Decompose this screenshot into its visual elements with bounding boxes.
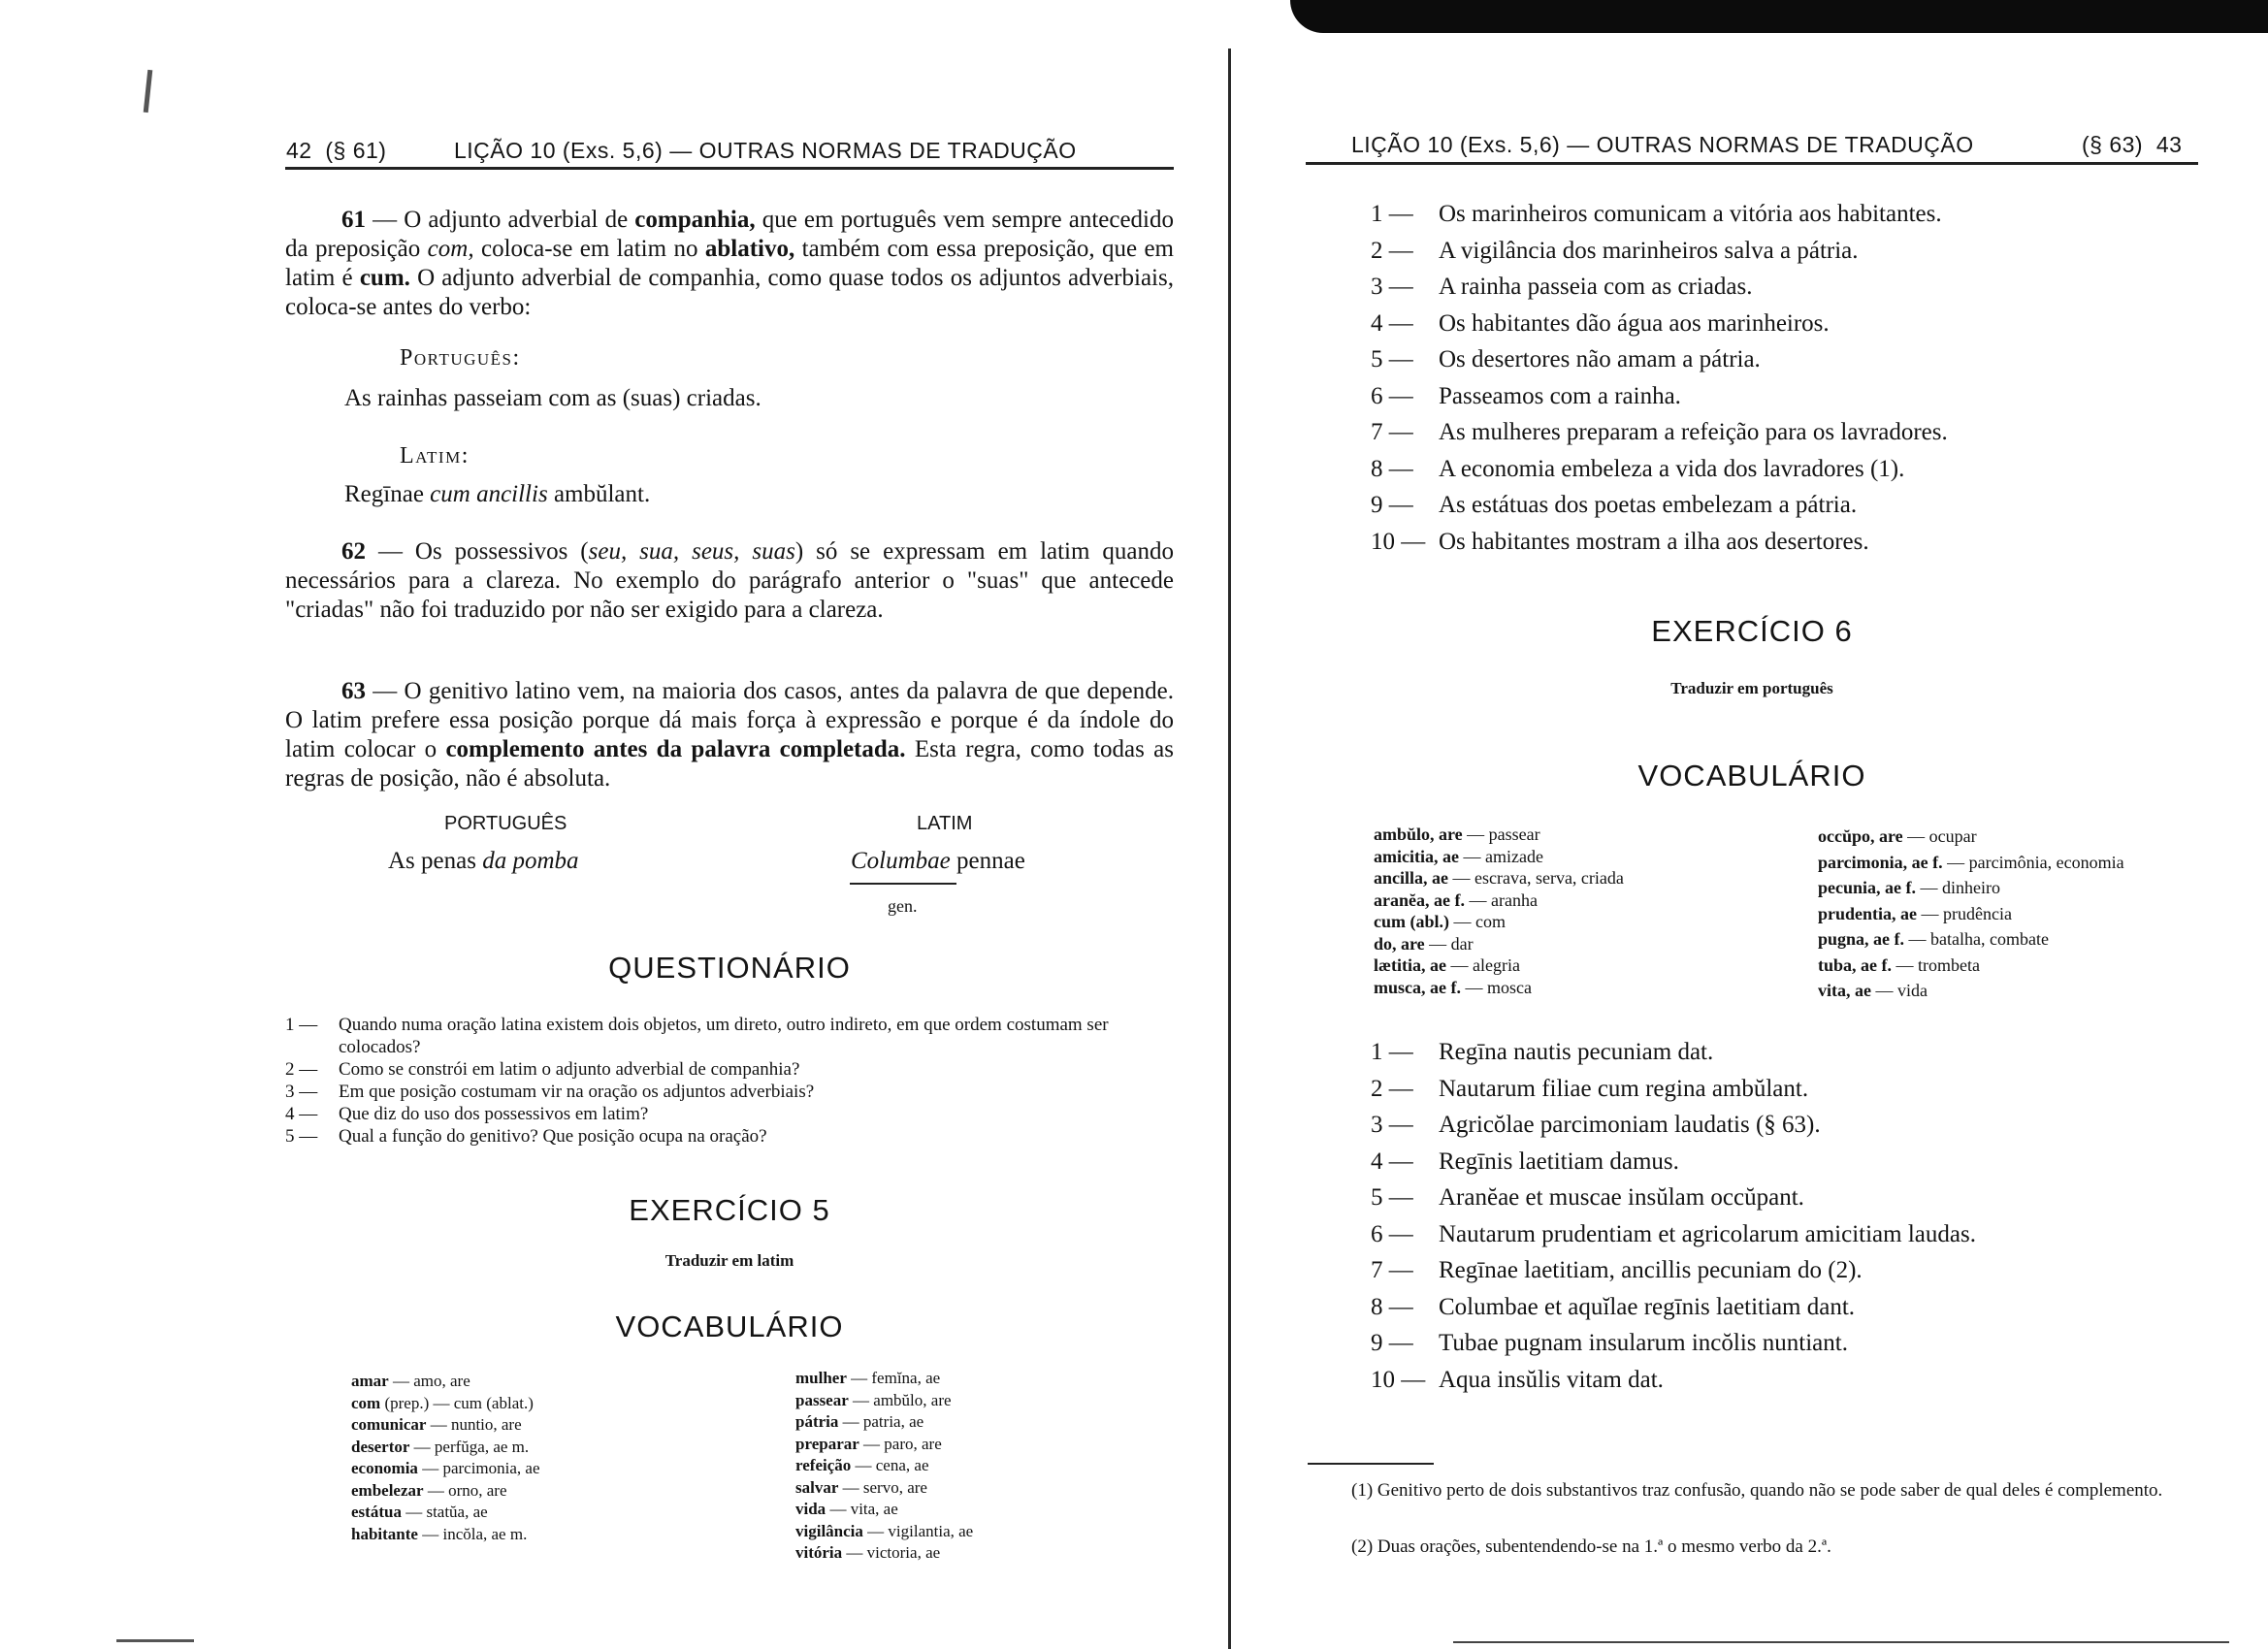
ex6-sentences [1371, 1034, 2224, 1398]
exercicio-6-subtitle: Traduzir em português [1670, 679, 1833, 697]
sentence-item: 5 — Os desertores não amam a pátria. [1371, 346, 1761, 372]
latin-label: Latim: [400, 443, 470, 469]
exercicio-6-vocab-title: VOCABULÁRIO [1637, 759, 1866, 792]
vocab-entry: vita, ae — vida [1818, 981, 1928, 1000]
compare-latin-example: Columbae pennae [851, 848, 1025, 874]
vocab-entry: amicitia, ae — amizade [1374, 846, 1543, 866]
vocab-entry: desertor — perfŭga, ae m. [351, 1437, 530, 1456]
vocab-entry: economia — parcimonia, ae [351, 1459, 540, 1477]
vocab-entry: comunicar — nuntio, are [351, 1415, 522, 1434]
vocab-entry: com (prep.) — cum (ablat.) [351, 1393, 534, 1412]
sentence-item: 6 — Passeamos com a rainha. [1371, 382, 1681, 409]
paragraph-61: 61 — O adjunto adverbial de companhia, que em português vem sempre antecedido da preposição com, coloca-se em latim no ablativo, também com essa preposição, que em latim é cum. O adjunto adverbial de companhia, como quase todos os adjuntos adverbiais, coloca-se antes do verbo: [285, 207, 1174, 320]
bottom-edge-line [1453, 1641, 2229, 1643]
portuguese-label: Português: [400, 345, 521, 371]
ex6-vocab-col2 [1818, 824, 2235, 1004]
sentence-item: 8 — A economia embeleza a vida dos lavradores (1). [1371, 455, 1905, 482]
right-page [1230, 0, 2268, 1649]
sentence-item: 1 — Os marinheiros comunicam a vitória aos habitantes. [1371, 201, 1942, 227]
questionario-title: QUESTIONÁRIO [608, 951, 851, 985]
ex5-vocab-col1 [351, 1371, 778, 1545]
footnote-2: (2) Duas orações, subentendendo-se na 1.ª o mesmo verbo da 2.ª. [1351, 1536, 1831, 1557]
paragraph-62: 62 — Os possessivos (seu, sua, seus, suas) só se expressam em latim quando necessários para a clareza. No exemplo do parágrafo anterior o "suas" que antecede "criadas" não foi traduzido por não ser exigido para a clareza. [285, 538, 1175, 623]
compare-portuguese-example: As penas da pomba [388, 848, 579, 874]
vocab-entry: ambŭlo, are — passear [1374, 824, 1540, 844]
exercicio-5-title: EXERCÍCIO 5 [629, 1193, 830, 1227]
vocab-entry: ancilla, ae — escrava, serva, criada [1374, 868, 1624, 888]
vocab-entry: preparar — paro, are [795, 1434, 942, 1453]
sentence-item: 1 — Regīna nautis pecuniam dat. [1371, 1039, 1714, 1065]
question-item: 4 — Que diz do uso dos possessivos em latim? [285, 1104, 649, 1124]
sentence-item: 4 — Os habitantes dão água aos marinheiros. [1371, 309, 1830, 337]
vocab-entry: parcimonia, ae f. — parcimônia, economia [1818, 852, 2124, 872]
sentence-item: 9 — As estátuas dos poetas embelezam a pátria. [1371, 492, 1858, 518]
vocab-entry: occŭpo, are — ocupar [1818, 826, 1977, 846]
vocab-entry: prudentia, ae — prudência [1818, 903, 2012, 923]
vocab-entry: salvar — servo, are [795, 1477, 927, 1497]
vocab-entry: mulher — femĭna, ae [795, 1369, 941, 1387]
left-header-rule [285, 167, 1174, 170]
vocab-entry: do, are — dar [1374, 933, 1474, 954]
left-running-title: LIÇÃO 10 (Exs. 5,6) — OUTRAS NORMAS DE TRADUÇÃO [454, 138, 1077, 163]
question-item: 5 — Qual a função do genitivo? Que posição ocupa na oração? [285, 1126, 767, 1147]
portuguese-example: As rainhas passeiam com as (suas) criadas. [344, 385, 761, 411]
vocab-entry: habitante — incŏla, ae m. [351, 1524, 528, 1543]
vocab-entry: tuba, ae f. — trombeta [1818, 954, 1980, 975]
footnote-1: (1) Genitivo perto de dois substantivos traz confusão, quando não se pode saber de qual deles é complemento. [1351, 1480, 2163, 1501]
vocab-entry: lætitia, ae — alegria [1374, 955, 1520, 975]
sentence-item: 2 — Nautarum filiae cum regina ambŭlant. [1371, 1075, 1809, 1102]
vocab-entry: musca, ae f. — mosca [1374, 977, 1532, 997]
sentence-item: 5 — Aranĕae et muscae insŭlam occŭpant. [1371, 1184, 1804, 1211]
sentence-item: 4 — Regīnis laetitiam damus. [1371, 1148, 1679, 1175]
vocab-entry: refeição — cena, ae [795, 1456, 929, 1474]
compare-latin-head: LATIM [917, 813, 973, 834]
ex5-sentences [1371, 196, 2205, 560]
question-item: 2 — Como se constrói em latim o adjunto adverbial de companhia? [285, 1059, 800, 1080]
vocab-entry: amar — amo, are [351, 1372, 470, 1390]
vocab-entry: pugna, ae f. — batalha, combate [1818, 929, 2049, 949]
right-running-title: LIÇÃO 10 (Exs. 5,6) — OUTRAS NORMAS DE TRADUÇÃO [1351, 132, 1974, 157]
vocab-entry: embelezar — orno, are [351, 1480, 507, 1500]
footnote-rule [1308, 1463, 1434, 1465]
sentence-item: 7 — Regīnae laetitiam, ancillis pecuniam do (2). [1371, 1257, 1863, 1283]
ex5-vocab-col2 [795, 1368, 1174, 1565]
questionario-list [285, 1014, 1174, 1148]
vocab-entry: vitória — victoria, ae [795, 1543, 941, 1562]
genitive-underline [850, 883, 956, 885]
right-header-rule [1306, 162, 2198, 165]
vocab-entry: passear — ambŭlo, are [795, 1390, 952, 1409]
ex6-vocab-col1 [1374, 824, 1800, 998]
paragraph-63: 63 — O genitivo latino vem, na maioria dos casos, antes da palavra de que depende. O latim prefere essa posição porque dá mais força à expressão e porque é da índole do latim colocar o complemento antes da palavra completada. Esta regra, como todas as regras de posição, não é absoluta. [285, 678, 1174, 792]
sentence-item: 2 — A vigilância dos marinheiros salva a pátria. [1371, 237, 1859, 264]
vocab-entry: cum (abl.) — com [1374, 912, 1506, 931]
exercicio-5-subtitle: Traduzir em latim [664, 1251, 794, 1270]
sentence-item: 9 — Tubae pugnam insularum incŏlis nuntiant. [1371, 1330, 1848, 1356]
exercicio-5-vocab-title: VOCABULÁRIO [615, 1310, 844, 1343]
sentence-item: 7 — As mulheres preparam a refeição para os lavradores. [1371, 419, 1948, 445]
sentence-item: 3 — A rainha passeia com as criadas. [1371, 274, 1753, 300]
vocab-entry: aranĕa, ae f. — aranha [1374, 889, 1538, 910]
sentence-item: 6 — Nautarum prudentiam et agricolarum amicitiam laudas. [1371, 1220, 1976, 1247]
vocab-entry: vida — vita, ae [795, 1500, 898, 1518]
vocab-entry: pátria — patria, ae [795, 1412, 924, 1431]
sentence-item: 8 — Columbae et aquĭlae regīnis laetitiam dant. [1371, 1293, 1856, 1320]
compare-portuguese-head: PORTUGUÊS [444, 813, 567, 834]
exercicio-6-title: EXERCÍCIO 6 [1651, 614, 1853, 648]
sentence-item: 10 — Os habitantes mostram a ilha aos desertores. [1371, 528, 1869, 555]
left-page-number: 42 (§ 61) [286, 138, 387, 163]
sentence-item: 10 — Aqua insŭlis vitam dat. [1371, 1366, 1664, 1393]
question-item: 3 — Em que posição costumam vir na oração os adjuntos adverbiais? [285, 1082, 815, 1102]
question-item: 1 — Quando numa oração latina existem dois objetos, um direto, outro indireto, em que ordem costumam ser colocados? [285, 1015, 1109, 1057]
vocab-entry: vigilância — vigilantia, ae [795, 1521, 974, 1540]
vocab-entry: estátua — statŭa, ae [351, 1503, 488, 1521]
latin-example: Regīnae cum ancillis ambŭlant. [344, 481, 651, 507]
genitive-note: gen. [888, 896, 918, 916]
vocab-entry: pecunia, ae f. — dinheiro [1818, 878, 2000, 897]
sentence-item: 3 — Agricŏlae parcimoniam laudatis (§ 63). [1371, 1112, 1821, 1138]
right-page-number: (§ 63) 43 [2082, 132, 2183, 157]
